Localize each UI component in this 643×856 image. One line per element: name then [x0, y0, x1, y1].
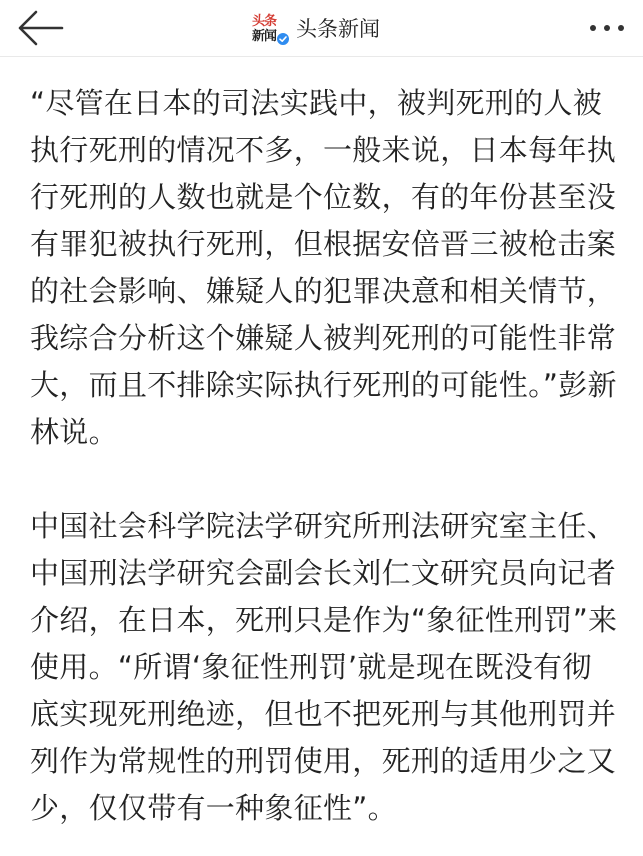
article-paragraph-1: “尽管在日本的司法实践中，被判死刑的人被执行死刑的情况不多，一般来说，日本每年执行死刑的人数也就是个位数，有的年份甚至没有罪犯被执行死刑，但根据安倍晋三被枪击案的社会影响、嫌疑人的犯罪决意和相关情节，我综合分析这个嫌疑人被判死刑的可能性非常大，而且不排除实际执行死刑的可能性。”彭新林说。 — [30, 86, 617, 449]
top-navigation-bar — [0, 0, 643, 57]
account-name: 头条新闻 — [296, 17, 380, 41]
article-body — [30, 80, 620, 832]
account-brand[interactable] — [252, 9, 380, 49]
back-button[interactable] — [14, 6, 66, 50]
arrow-left-icon — [14, 6, 66, 50]
more-options-button[interactable] — [583, 8, 631, 48]
logo-text-bottom: 新闻 — [252, 29, 277, 44]
more-horizontal-icon — [583, 8, 631, 48]
logo-text-top: 头条 — [252, 14, 277, 29]
account-logo — [252, 11, 288, 47]
article-paragraph-2: 中国社会科学院法学研究所刑法研究室主任、中国刑法学研究会副会长刘仁文研究员向记者介绍，在日本，死刑只是作为“象征性刑罚”来使用。“所谓‘象征性刑罚’就是现在既没有彻底实现死刑绝迹，但也不把死刑与其他刑罚并列作为常规性的刑罚使用，死刑的适用少之又少，仅仅带有一种象征性”。 — [30, 509, 618, 825]
verified-badge-icon — [276, 32, 290, 46]
